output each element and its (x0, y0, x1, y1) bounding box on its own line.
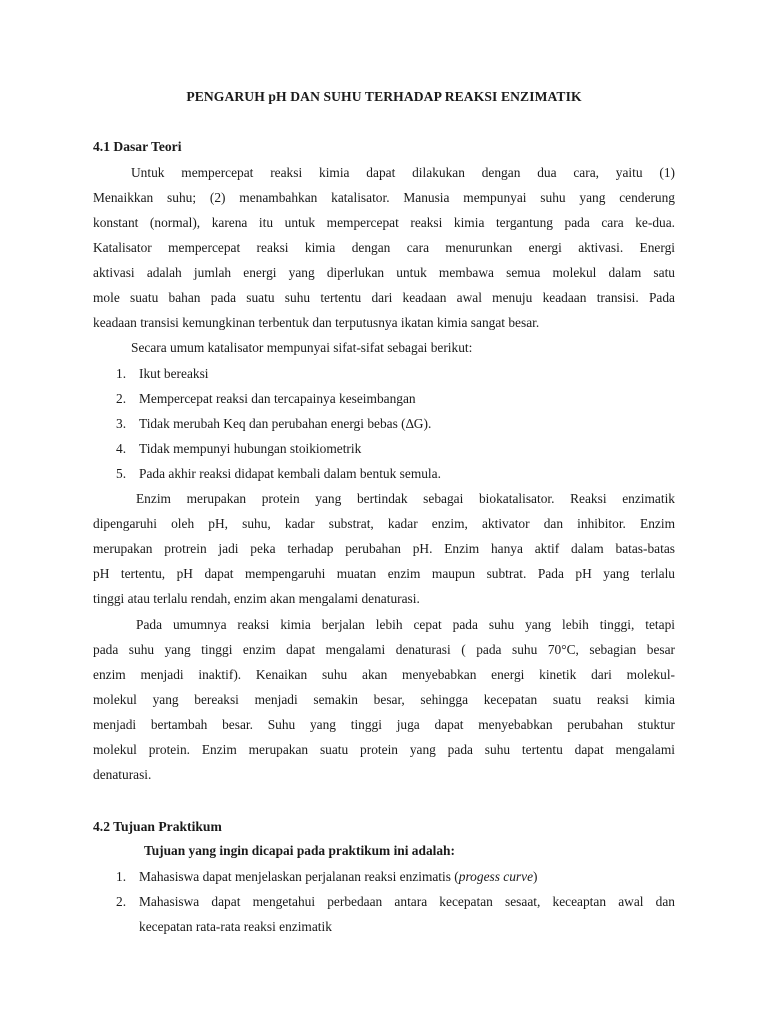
paragraph-line: dipengaruhi oleh pH, suhu, kadar substrat, kadar enzim, aktivator dan inhibitor. Enzim (93, 516, 675, 531)
list-item: Pada akhir reaksi didapat kembali dalam bentuk semula. (139, 466, 441, 481)
paragraph-line: Katalisator mempercepat reaksi kimia dengan cara menurunkan energi aktivasi. Energi (93, 240, 675, 255)
paragraph-line: Menaikkan suhu; (2) menambahkan katalisator. Manusia mempunyai suhu yang cenderung (93, 190, 675, 205)
list-item (139, 869, 537, 885)
paragraph-line: molekul protein. Enzim merupakan suatu protein yang pada suhu tertentu dapat mengalami (93, 742, 675, 757)
list-item: Ikut bereaksi (139, 366, 209, 381)
list-number: 1. (116, 366, 127, 381)
paragraph-line: denaturasi. (93, 767, 152, 782)
paragraph-line: tinggi atau terlalu rendah, enzim akan mengalami denaturasi. (93, 591, 420, 606)
paragraph-line: konstant (normal), karena itu untuk mempercepat reaksi kimia tergantung pada cara ke-dua. (93, 215, 675, 230)
list-number: 5. (116, 466, 127, 481)
paragraph-line: pH tertentu, pH dapat mempengaruhi muatan enzim maupun subtrat. Pada pH yang terlalu (93, 566, 675, 581)
paragraph-line: keadaan transisi kemungkinan terbentuk dan terputusnya ikatan kimia sangat besar. (93, 315, 540, 330)
list-number: 3. (116, 416, 127, 431)
paragraph-line: Enzim merupakan protein yang bertindak sebagai biokatalisator. Reaksi enzimatik (136, 491, 675, 506)
list-number: 4. (116, 441, 127, 456)
paragraph-line: enzim menjadi inaktif). Kenaikan suhu akan menyebabkan energi kinetik dari molekul- (93, 667, 675, 682)
paragraph-line: mole suatu bahan pada suatu suhu tertentu dari keadaan awal menuju keadaan transisi. Pada (93, 290, 675, 305)
list-item-text: Mahasiswa dapat menjelaskan perjalanan reaksi enzimatis ( (139, 869, 459, 884)
list-number: 1. (116, 869, 127, 884)
paragraph-line: Secara umum katalisator mempunyai sifat-sifat sebagai berikut: (131, 340, 473, 355)
section-heading-tujuan-praktikum: 4.2 Tujuan Praktikum (93, 819, 222, 834)
paragraph-line: pada suhu yang tinggi enzim dapat mengalami denaturasi ( pada suhu 70°C, sebagian besar (93, 642, 675, 657)
list-number: 2. (116, 391, 127, 406)
paragraph-line: menjadi bertambah besar. Suhu yang tinggi juga dapat menyebabkan perubahan stuktur (93, 717, 675, 732)
list-item-continuation: kecepatan rata-rata reaksi enzimatik (139, 919, 332, 934)
list-item: Mempercepat reaksi dan tercapainya keseimbangan (139, 391, 416, 406)
paragraph-line: molekul yang bereaksi menjadi semakin besar, sehingga kecepatan suatu reaksi kimia (93, 692, 675, 707)
list-item-end: ) (533, 869, 538, 884)
document-title: PENGARUH pH DAN SUHU TERHADAP REAKSI ENZIMATIK (186, 89, 582, 104)
paragraph-line: merupakan protrein jadi peka terhadap perubahan pH. Enzim hanya aktif dalam batas-batas (93, 541, 675, 556)
list-item-italic: progess curve (458, 869, 534, 884)
paragraph-line: Untuk mempercepat reaksi kimia dapat dilakukan dengan dua cara, yaitu (1) (131, 165, 675, 180)
list-item: Tidak merubah Keq dan perubahan energi bebas (∆G). (139, 416, 432, 431)
section-heading-dasar-teori: 4.1 Dasar Teori (93, 139, 182, 154)
paragraph-line: Pada umumnya reaksi kimia berjalan lebih cepat pada suhu yang lebih tinggi, tetapi (136, 617, 675, 632)
section-intro: Tujuan yang ingin dicapai pada praktikum ini adalah: (144, 843, 455, 858)
paragraph-line: aktivasi adalah jumlah energi yang diperlukan untuk membawa semua molekul dalam satu (93, 265, 675, 280)
list-item: Tidak mempunyi hubungan stoikiometrik (139, 441, 362, 456)
list-item: Mahasiswa dapat mengetahui perbedaan antara kecepatan sesaat, keceaptan awal dan (139, 894, 675, 909)
list-number: 2. (116, 894, 127, 909)
